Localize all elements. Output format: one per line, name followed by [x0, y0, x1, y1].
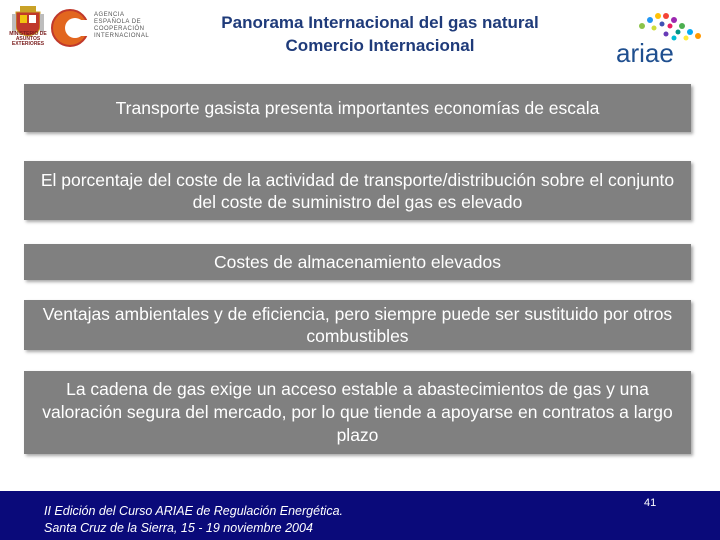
- agency-line: INTERNACIONAL: [94, 33, 150, 39]
- ministry-label: MINISTERIO DE ASUNTOS EXTERIORES: [9, 31, 47, 47]
- header-logos: [6, 4, 166, 54]
- footer-line-1: II Edición del Curso ARIAE de Regulación Energética.: [44, 504, 344, 518]
- agency-line: ESPAÑOLA DE: [94, 19, 142, 25]
- page-number: 41: [644, 497, 657, 509]
- point-box-2: El porcentaje del coste de la actividad de transporte/distribución sobre el conjunto del coste de suministro del gas es elevado: [24, 161, 691, 220]
- point-box-1: Transporte gasista presenta importantes economías de escala: [24, 84, 691, 132]
- ariae-logo: [612, 8, 712, 68]
- point-box-4: Ventajas ambientales y de eficiencia, pero siempre puede ser sustituido por otros combustibles: [24, 300, 691, 350]
- agency-line: COOPERACIÓN: [94, 26, 145, 32]
- point-box-3: Costes de almacenamiento elevados: [24, 244, 691, 280]
- footer-caption: [44, 503, 343, 537]
- footer-line-2: Santa Cruz de la Sierra, 15 - 19 noviembre 2004: [44, 521, 313, 535]
- agency-name: [94, 12, 149, 40]
- ariae-wordmark: ariae: [616, 38, 674, 68]
- footer-bar: [0, 491, 720, 540]
- aecid-logo-icon: [50, 6, 90, 50]
- point-box-5: La cadena de gas exige un acceso estable a abastecimientos de gas y una valoración segura del mercado, por lo que tiende a apoyarse en contratos a largo plazo: [24, 371, 691, 454]
- title-line-1: Panorama Internacional del gas natural: [221, 13, 539, 32]
- slide-title: [160, 12, 600, 58]
- title-line-2: Comercio Internacional: [285, 36, 475, 55]
- agency-line: AGENCIA: [94, 12, 125, 18]
